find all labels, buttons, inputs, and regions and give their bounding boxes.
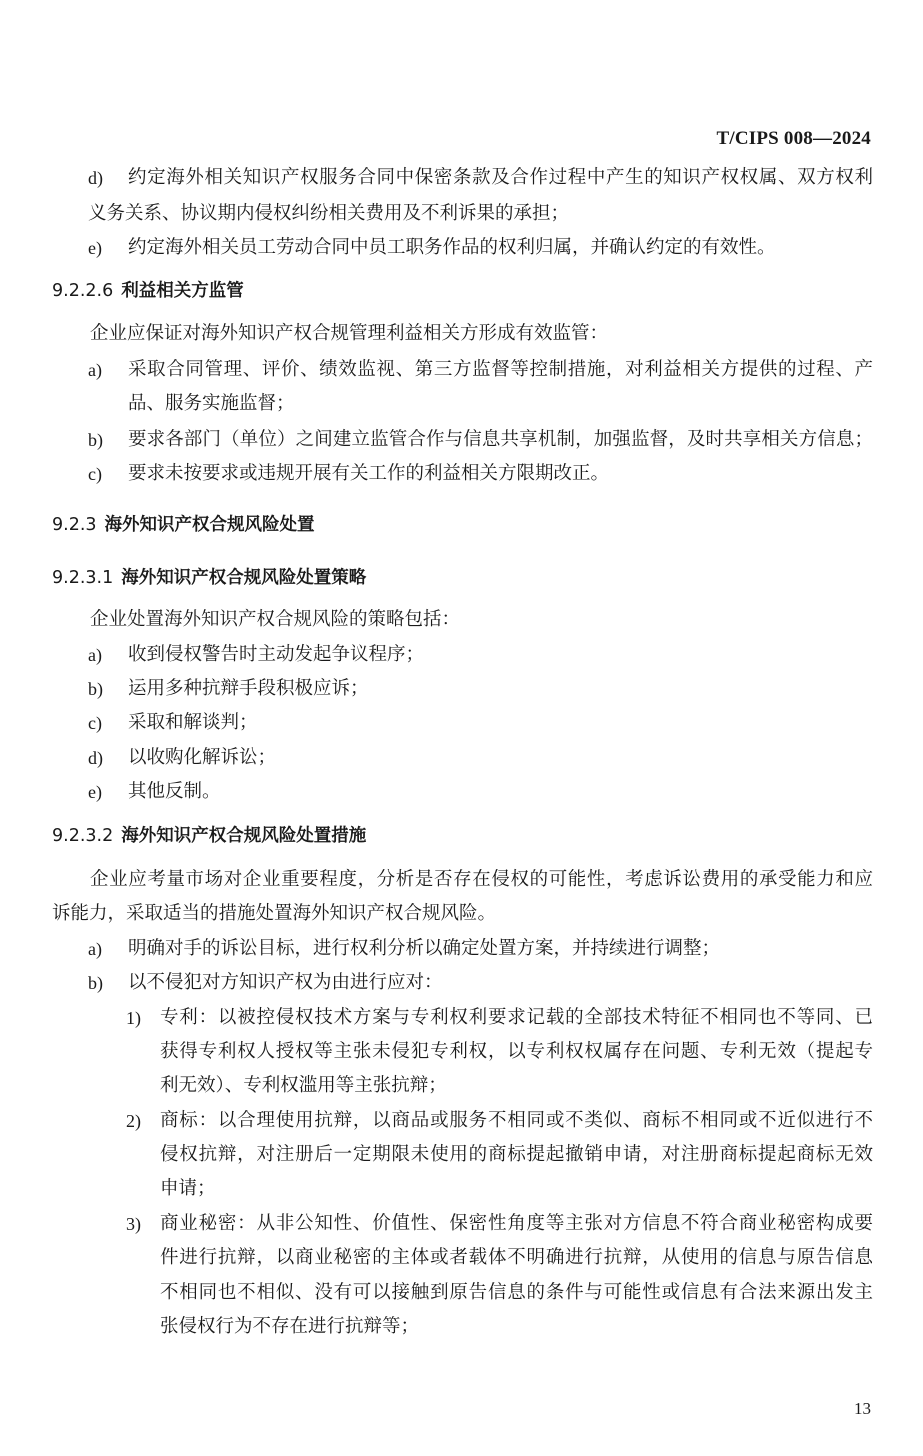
section-title: 利益相关方监管 (121, 281, 244, 301)
sublist-item-text: 商业秘密：从非公知性、价值性、保密性角度等主张对方信息不符合商业秘密构成要 (160, 1213, 873, 1234)
list-item-text: 品、服务实施监督； (128, 393, 295, 414)
list-item-text: 采取合同管理、评价、绩效监视、第三方监督等控制措施，对利益相关方提供的过程、产 (128, 359, 873, 380)
list-item-text: 收到侵权警告时主动发起争议程序； (128, 644, 425, 665)
sublist-item-text: 不相同也不相似、没有可以接触到原告信息的条件与可能性或信息有合法来源出发主 (160, 1282, 873, 1303)
section-number: 9.2.2.6 (52, 281, 114, 301)
list-marker: a) (88, 939, 102, 959)
sublist-item-text: 件进行抗辩，以商业秘密的主体或者载体不明确进行抗辩，从使用的信息与原告信息 (160, 1247, 873, 1268)
list-item-text: 以收购化解诉讼； (128, 747, 277, 768)
page-number: 13 (854, 1399, 871, 1418)
list-marker: a) (88, 645, 102, 665)
paragraph: 企业处置海外知识产权合规风险的策略包括： (90, 609, 461, 630)
list-item-text: 要求各部门（单位）之间建立监管合作与信息共享机制，加强监督，及时共享相关方信息； (128, 429, 873, 450)
section-heading (52, 279, 244, 303)
document-code: T/CIPS 008—2024 (716, 128, 871, 149)
sublist-item-text: 侵权抗辩，对注册后一定期限未使用的商标提起撤销申请，对注册商标提起商标无效 (160, 1144, 873, 1165)
list-marker: e) (88, 782, 102, 802)
paragraph: 诉能力，采取适当的措施处置海外知识产权合规风险。 (52, 903, 497, 924)
paragraph: 企业应保证对海外知识产权合规管理利益相关方形成有效监管： (90, 323, 609, 344)
list-item-text: 明确对手的诉讼目标，进行权利分析以确定处置方案，并持续进行调整； (128, 938, 721, 959)
list-item-text: 约定海外相关员工劳动合同中员工职务作品的权利归属，并确认约定的有效性。 (128, 237, 776, 258)
section-title: 海外知识产权合规风险处置 (104, 515, 315, 535)
section-heading (52, 513, 315, 537)
paragraph: 企业应考量市场对企业重要程度，分析是否存在侵权的可能性，考虑诉讼费用的承受能力和应 (90, 869, 873, 890)
list-item-text: 约定海外相关知识产权服务合同中保密条款及合作过程中产生的知识产权权属、双方权利 (128, 167, 873, 188)
sublist-item-text: 获得专利权人授权等主张未侵犯专利权，以专利权权属存在问题、专利无效（提起专 (160, 1041, 873, 1062)
list-item-text: 以不侵犯对方知识产权为由进行应对： (128, 972, 443, 993)
sublist-item-text: 利无效）、专利权滥用等主张抗辩； (160, 1075, 447, 1096)
section-title: 海外知识产权合规风险处置措施 (121, 826, 367, 846)
list-marker: d) (88, 168, 103, 188)
list-marker: b) (88, 430, 103, 450)
list-item-text: 要求未按要求或违规开展有关工作的利益相关方限期改正。 (128, 463, 610, 484)
list-item-text: 采取和解谈判； (128, 712, 258, 733)
section-title: 海外知识产权合规风险处置策略 (121, 568, 367, 588)
sublist-marker: 3) (126, 1214, 141, 1234)
list-marker: b) (88, 679, 103, 699)
section-heading (52, 566, 366, 590)
sublist-item-text: 专利：以被控侵权技术方案与专利权利要求记载的全部技术特征不相同也不等同、已 (160, 1007, 873, 1028)
section-heading (52, 824, 366, 848)
list-marker: c) (88, 713, 102, 733)
list-item-text: 其他反制。 (128, 781, 221, 802)
section-number: 9.2.3.2 (52, 826, 114, 846)
sublist-marker: 1) (126, 1008, 141, 1028)
list-item-text: 义务关系、协议期内侵权纠纷相关费用及不利诉果的承担； (88, 203, 570, 224)
list-marker: a) (88, 360, 102, 380)
list-item-text: 运用多种抗辩手段积极应诉； (128, 678, 369, 699)
sublist-item-text: 张侵权行为不存在进行抗辩等； (160, 1316, 420, 1337)
sublist-item-text: 商标：以合理使用抗辩，以商品或服务不相同或不类似、商标不相同或不近似进行不 (160, 1110, 873, 1131)
sublist-item-text: 申请； (160, 1178, 216, 1199)
list-marker: c) (88, 464, 102, 484)
section-number: 9.2.3.1 (52, 568, 114, 588)
list-marker: d) (88, 748, 103, 768)
list-marker: b) (88, 973, 103, 993)
list-marker: e) (88, 238, 102, 258)
sublist-marker: 2) (126, 1111, 141, 1131)
section-number: 9.2.3 (52, 515, 97, 535)
